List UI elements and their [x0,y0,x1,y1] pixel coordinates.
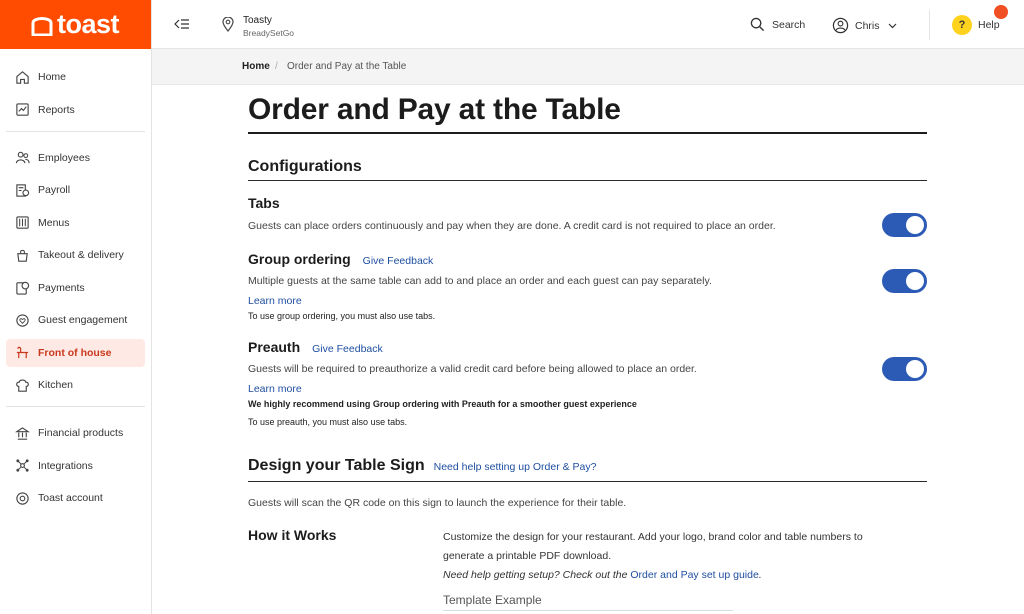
help-label: Help [978,19,1000,31]
breadcrumb [152,49,1024,85]
sidebar-item-front-of-house[interactable] [6,339,145,367]
tabs-toggle[interactable] [882,213,927,237]
menus-icon [14,215,30,231]
sidebar-item-integrations[interactable] [6,452,145,480]
nav-divider [6,131,145,132]
guest-engagement-icon [14,312,30,328]
sidebar-item-label: Guest engagement [38,314,128,326]
toast-logo[interactable] [0,0,151,49]
setup-help-text: Need help getting setup? Check out the [443,569,631,581]
breadcrumb-separator: / [275,61,278,72]
front-of-house-icon [14,345,30,361]
sidebar-item-menus[interactable] [6,209,145,237]
toast-logo-icon [30,14,54,36]
search-label: Search [772,18,806,31]
preauth-title: Preauth [248,339,301,355]
sidebar-item-label: Payroll [38,184,71,196]
sidebar-item-label: Integrations [38,459,93,472]
toast-account-icon [14,490,30,506]
collapse-sidebar-icon[interactable] [174,17,190,36]
group-ordering-note: To use group ordering, you must also use tabs. [248,311,436,321]
employees-icon [14,150,30,166]
home-icon [14,69,30,85]
tabs-title: Tabs [248,195,280,211]
sidebar-item-kitchen[interactable] [6,371,145,399]
sidebar-item-takeout-delivery[interactable] [6,241,145,269]
nav-divider [6,406,145,407]
how-it-works-heading: How it Works [248,527,337,543]
group-ordering-description: Multiple guests at the same table can add to and place an order and each guest can pay separately. [248,275,712,287]
sidebar-item-label: Toast account [38,492,103,504]
takeout-bag-icon [14,247,30,263]
section-divider [248,481,927,482]
sidebar-item-home[interactable] [6,63,145,91]
breadcrumb-current: Order and Pay at the Table [287,61,407,72]
preauth-toggle[interactable] [882,357,927,381]
chevron-down-icon [888,23,897,29]
payments-icon [14,280,30,296]
sidebar-item-payments[interactable] [6,274,145,302]
template-divider [443,610,733,611]
toggle-knob [906,360,924,378]
design-description: Guests will scan the QR code on this sign to launch the experience for their table. [248,497,627,509]
preauth-description: Guests will be required to preauthorize a valid credit card before being allowed to place an order. [248,363,697,375]
how-it-works-line2 [443,566,883,585]
header-divider [929,10,930,40]
order-pay-help-link[interactable]: Need help setting up Order & Pay? [433,461,597,473]
sidebar-item-label: Takeout & delivery [38,249,124,261]
sidebar-nav [0,49,151,512]
sidebar [0,0,152,614]
sidebar-item-label: Home [38,71,67,83]
sidebar-item-label: Front of house [38,346,112,359]
search-button[interactable] [750,17,805,32]
top-header [152,0,1024,49]
location-name[interactable]: Toasty [243,15,272,26]
location-pin-icon [222,17,234,37]
group-ordering-heading [248,251,433,267]
user-menu[interactable] [832,17,897,34]
sidebar-item-label: Payments [38,281,85,294]
sidebar-item-label: Menus [38,216,70,229]
tabs-description: Guests can place orders continuously and pay when they are done. A credit card is not required to place an order. [248,220,776,232]
preauth-note: To use preauth, you must also use tabs. [248,417,408,427]
how-it-works-line1: Customize the design for your restaurant. Add your logo, brand color and table numbers to generate a printable PDF download. [443,531,863,562]
help-button[interactable] [952,15,1000,35]
bank-icon [14,425,30,441]
sidebar-item-financial-products[interactable] [6,419,145,447]
toggle-knob [906,272,924,290]
user-name: Chris [855,19,880,32]
design-title: Design your Table Sign [248,457,425,474]
sidebar-item-reports[interactable] [6,96,145,124]
setup-guide-link[interactable]: Order and Pay set up guide [630,569,759,581]
how-it-works-text [443,528,883,585]
group-ordering-toggle[interactable] [882,269,927,293]
breadcrumb-home[interactable]: Home [242,61,270,72]
sidebar-item-label: Financial products [38,427,124,439]
learn-more-link[interactable]: Learn more [248,295,302,307]
sidebar-item-toast-account[interactable] [6,484,145,512]
kitchen-icon [14,377,30,393]
location-subtitle: BreadySetGo [243,28,295,38]
preauth-heading [248,339,383,355]
sidebar-item-payroll[interactable] [6,176,145,204]
group-ordering-title: Group ordering [248,251,351,267]
give-feedback-link[interactable]: Give Feedback [312,343,383,355]
sidebar-item-label: Employees [38,151,90,164]
section-divider [248,180,927,181]
learn-more-link[interactable]: Learn more [248,383,302,395]
reports-icon [14,102,30,118]
notification-dot [994,5,1008,19]
sidebar-item-employees[interactable] [6,144,145,172]
title-divider [248,132,927,134]
sidebar-item-label: Reports [38,103,75,116]
give-feedback-link[interactable]: Give Feedback [362,255,434,267]
configurations-heading: Configurations [248,158,362,175]
setup-help-end: . [758,569,762,581]
integrations-icon [14,458,30,474]
template-example-label: Template Example [443,593,542,607]
tabs-heading [248,195,280,211]
search-icon [750,17,765,32]
page-title: Order and Pay at the Table [248,93,621,126]
payroll-icon [14,182,30,198]
preauth-recommendation: We highly recommend using Group ordering with Preauth for a smoother guest experience [248,399,637,409]
help-icon: ? [952,15,972,35]
sidebar-item-label: Kitchen [38,379,74,391]
sidebar-item-guest-engagement[interactable] [6,306,145,334]
toggle-knob [906,216,924,234]
design-heading [248,457,596,475]
logo-text: toast [57,9,120,39]
avatar-icon [832,17,849,34]
